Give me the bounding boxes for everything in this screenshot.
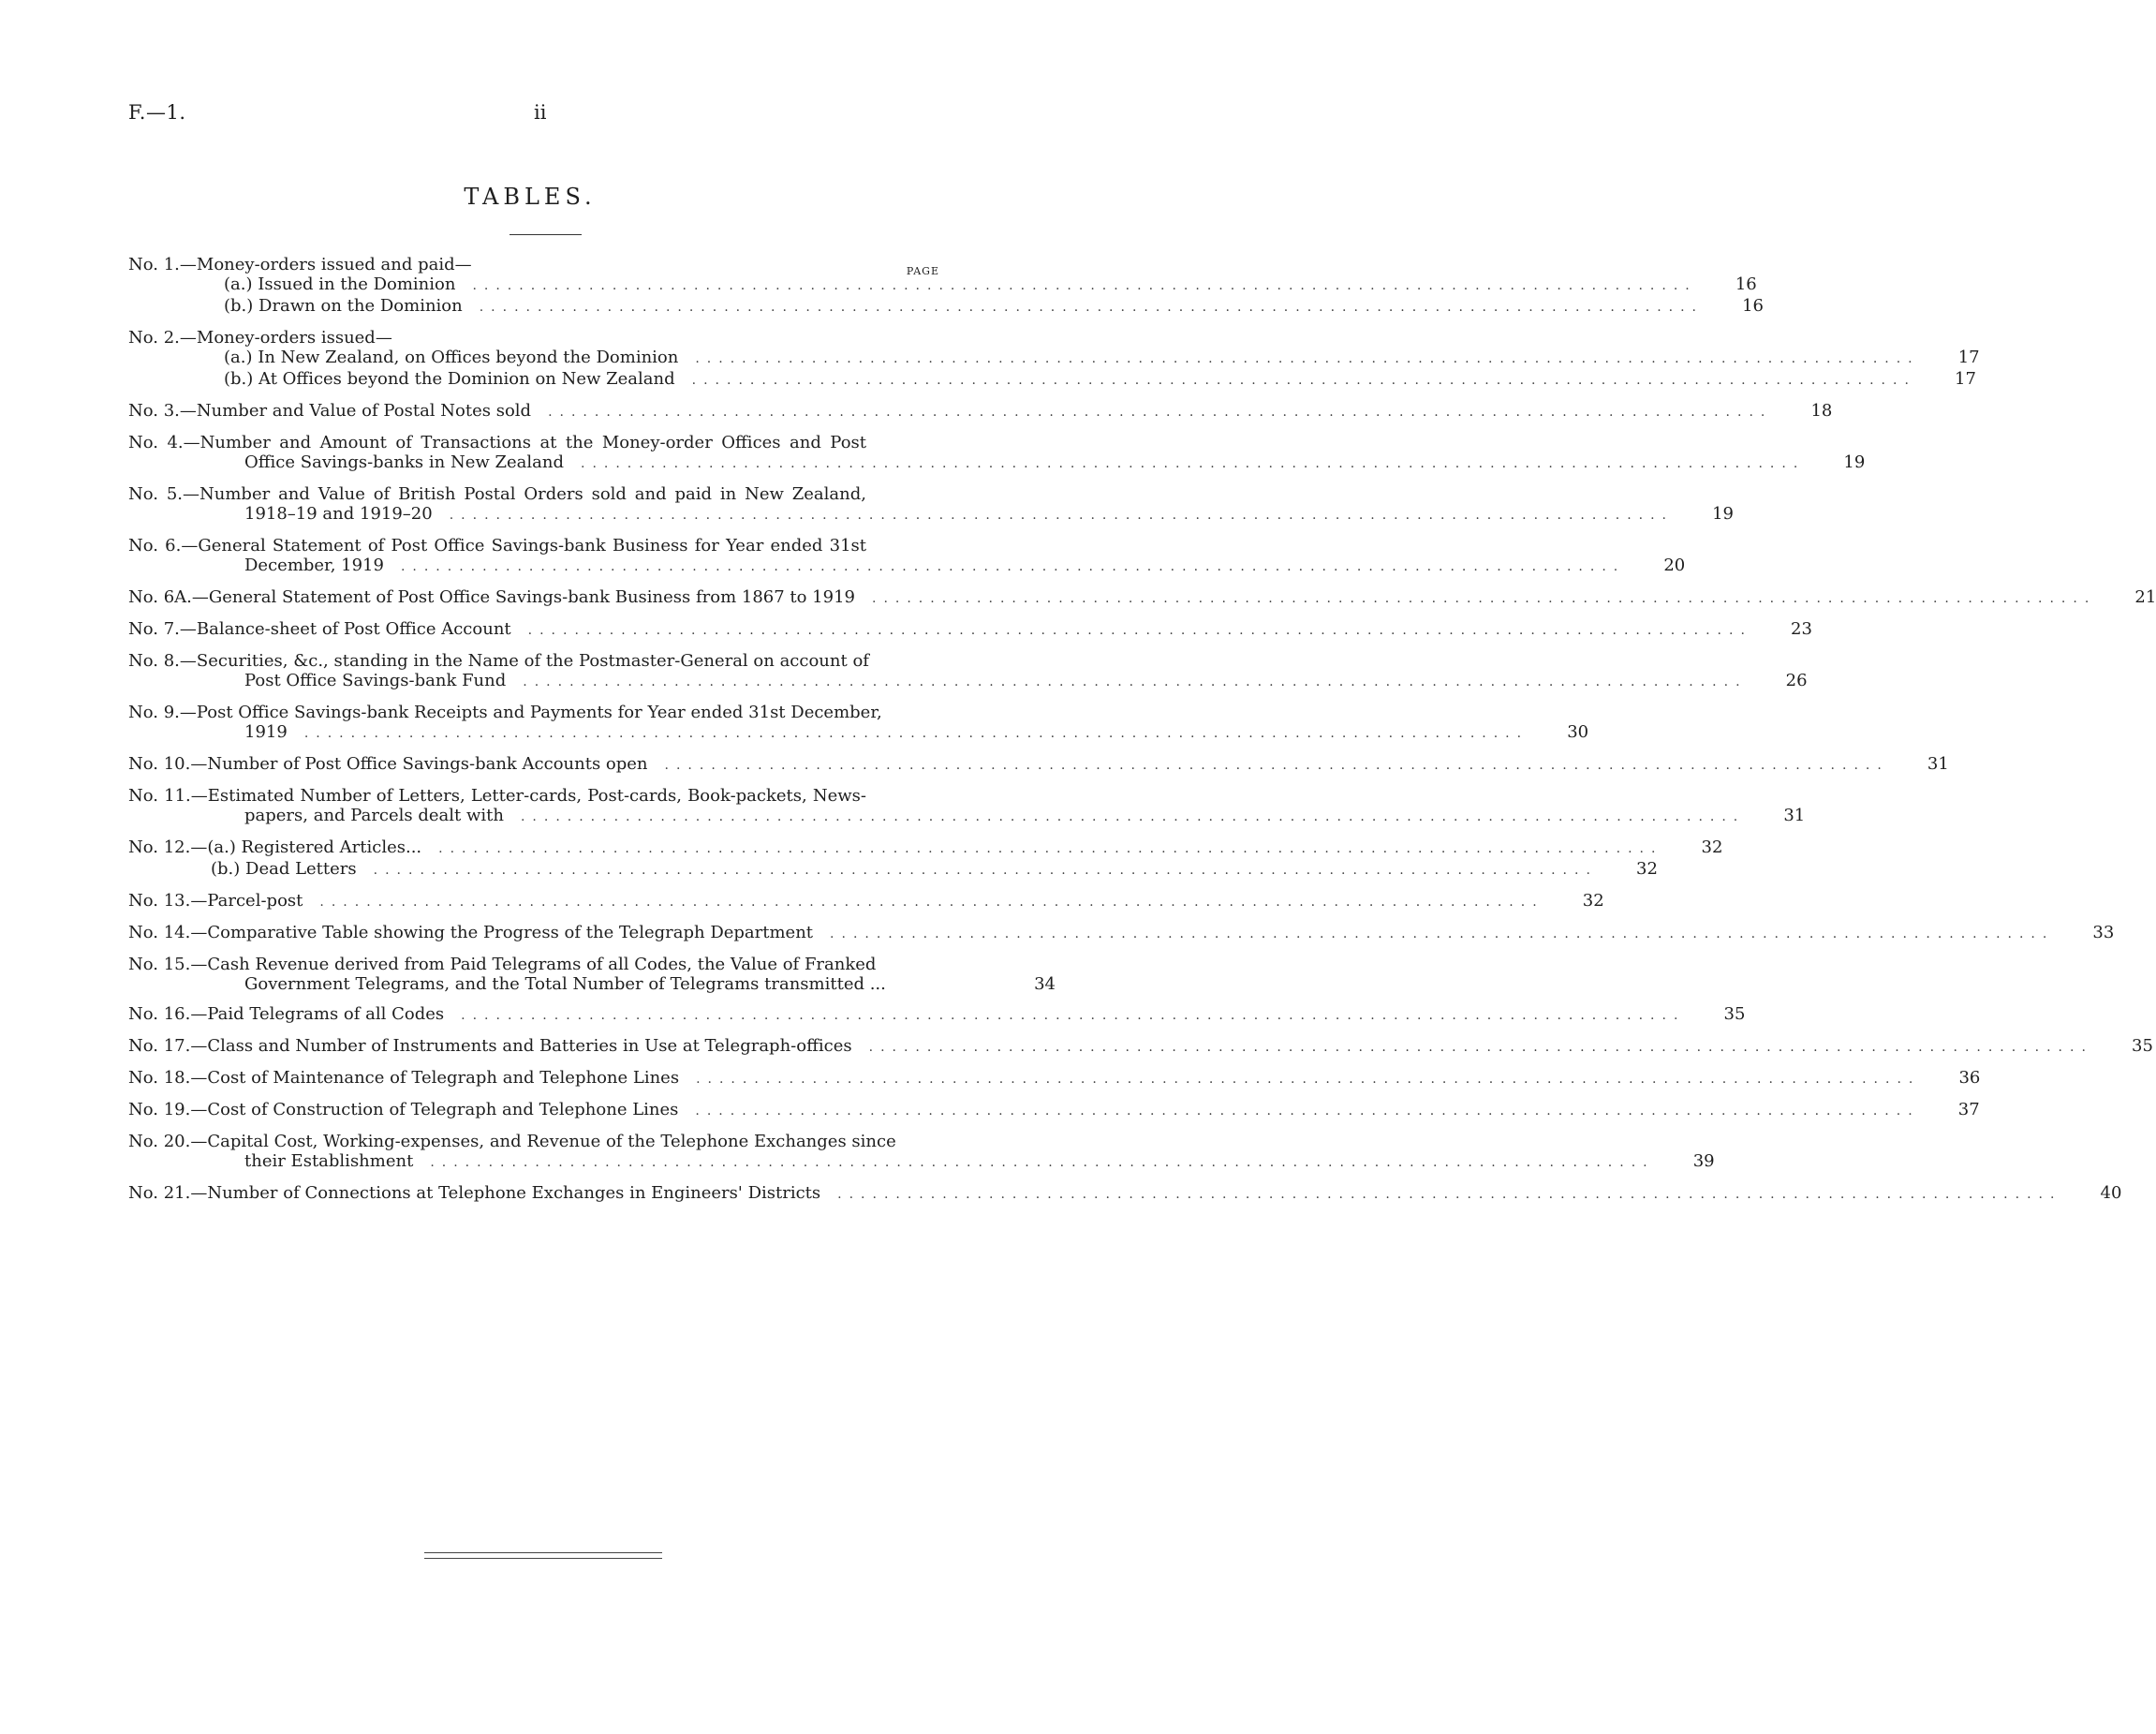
toc-entry-no18 [128,1068,1981,1089]
toc-page-number: 16 [1742,296,1765,316]
toc-page-number: 36 [1958,1068,1981,1088]
toc-page-number: 32 [1701,837,1723,857]
toc-entry-text: No. 6.—General Statement of Post Office Savings-bank Business for Year ended 31st [128,536,866,556]
toc-entry-text: No. 16.—Paid Telegrams of all Codes [128,1004,445,1024]
toc-page-number: 34 [1034,974,1056,994]
toc-entry-no14 [128,923,2115,944]
toc-subentry-text: (b.) Dead Letters [211,859,357,879]
toc-page-number: 19 [1843,452,1866,472]
toc-entry-no1 [128,255,1765,318]
toc-page-number: 35 [2132,1036,2153,1056]
leader-dots: ......................................................................................................... [696,1072,1921,1087]
toc-entry-no15 [128,955,1056,994]
leader-dots: ......................................................................................................... [303,726,1529,741]
toc-page-number: 32 [1636,859,1658,879]
toc-page-number: 23 [1791,619,1812,639]
toc-page-number: 17 [1957,348,1980,367]
toc-entry-label: No. 1.—Money-orders issued and paid— [128,255,472,274]
leader-dots: ......................................................................................................... [472,278,1697,293]
leader-dots: ......................................................................................................... [319,895,1544,910]
leader-dots: ......................................................................................................... [830,926,2055,941]
toc-entry-text: No. 8.—Securities, &c., standing in the Name of the Postmaster-General on account of [128,651,869,671]
toc-entry-text: No. 11.—Estimated Number of Letters, Letter-cards, Post-cards, Book-packets, News- [128,786,866,806]
toc-page-number: 26 [1785,671,1808,690]
toc-entry-text: No. 14.—Comparative Table showing the Progress of the Telegraph Department [128,923,814,942]
toc-page-number: 39 [1692,1151,1715,1171]
toc-page-number: 18 [1810,401,1833,421]
toc-entry-text: No. 18.—Cost of Maintenance of Telegraph and Telephone Lines [128,1068,680,1088]
toc-entry-continuation: 1918–19 and 1919–20 [244,504,433,524]
toc-entry-no8 [128,651,1808,692]
leader-dots: ......................................................................................................... [523,674,1748,689]
toc-entry-text: No. 19.—Cost of Construction of Telegraph and Telephone Lines [128,1100,679,1119]
toc-entry-no19 [128,1100,1980,1121]
toc-entry-text: No. 9.—Post Office Savings-bank Receipts and Payments for Year ended 31st December, [128,703,882,722]
toc-entry-text: No. 3.—Number and Value of Postal Notes sold [128,401,532,421]
leader-dots: ......................................................................................................... [837,1187,2062,1202]
leader-dots: ......................................................................................................... [430,1155,1655,1170]
toc-page-number: 21 [2134,587,2156,607]
toc-entry-no11 [128,786,1806,827]
toc-entry-text: No. 10.—Number of Post Office Savings-bank Accounts open [128,754,648,774]
toc-entry-continuation: Office Savings-banks in New Zealand [244,452,564,472]
toc-entry-no16 [128,1004,1746,1026]
leader-dots: ......................................................................................................... [664,758,1889,773]
toc-page-number: 17 [1955,369,1976,389]
toc-entry-text: No. 6A.—General Statement of Post Office Savings-bank Business from 1867 to 1919 [128,587,855,607]
toc-entry-no6 [128,536,1686,577]
toc-entry-continuation: Post Office Savings-bank Fund [244,671,507,690]
toc-subentry-text: (b.) Drawn on the Dominion [224,296,463,316]
toc-page-number: 31 [1783,806,1806,825]
leader-dots: ......................................................................................................... [527,623,1752,638]
toc-entry-label: No. 2.—Money-orders issued— [128,328,392,348]
toc-page-number: 40 [2100,1183,2122,1203]
document-code: F.—1. [128,101,186,124]
toc-entry-continuation: December, 1919 [244,556,384,575]
leader-dots: ......................................................................................................... [520,809,1746,824]
leader-dots: ......................................................................................................... [695,1104,1920,1119]
leader-dots: ......................................................................................................... [373,863,1598,878]
toc-entry-no9 [128,703,1589,744]
toc-page-number: 33 [2092,923,2115,942]
leader-dots: ......................................................................................................... [691,373,1916,388]
leader-dots: ......................................................................................................... [400,559,1626,574]
toc-page-number: 35 [1723,1004,1746,1024]
leader-dots: ......................................................................................................... [872,591,2097,606]
leader-dots: ......................................................................................................... [461,1008,1686,1023]
toc-page-number: 37 [1957,1100,1980,1119]
toc-entry-no5 [128,484,1734,526]
leader-dots: ......................................................................................................... [438,841,1663,856]
toc-entry-text: No. 12.—(a.) Registered Articles... [128,837,422,857]
toc-page-number: 31 [1927,754,1949,774]
page-title: TABLES. [464,184,597,210]
leader-dots: ......................................................................................................... [868,1040,2093,1055]
leader-dots: ......................................................................................................... [581,456,1806,471]
toc-entry-continuation: 1919 [244,722,288,742]
toc-entry-text: No. 21.—Number of Connections at Telephone Exchanges in Engineers' Districts [128,1183,821,1203]
toc-entry-no12 [128,837,1723,881]
toc-entry-text: No. 17.—Class and Number of Instruments and Batteries in Use at Telegraph-offices [128,1036,852,1056]
toc-subentry-text: (a.) Issued in the Dominion [224,274,456,294]
toc-entry-no13 [128,891,1604,912]
toc-entry-no17 [128,1036,2153,1058]
toc-page-number: 19 [1712,504,1734,524]
toc-page-number: 16 [1735,274,1757,294]
leader-dots: ......................................................................................................... [449,508,1674,523]
toc-entry-continuation: papers, and Parcels dealt with [244,806,504,825]
toc-entry-no4 [128,433,1866,474]
toc-page-number: 20 [1663,556,1686,575]
page-column-head: PAGE [906,265,939,277]
leader-dots: ......................................................................................................... [695,351,1920,366]
toc-entry-text: No. 15.—Cash Revenue derived from Paid Telegrams of all Codes, the Value of Franked [128,955,877,974]
leader-dots: ......................................................................................................... [548,405,1773,420]
toc-entry-no6a [128,587,2156,609]
table-of-contents [128,255,2156,1215]
toc-subentry-text: (b.) At Offices beyond the Dominion on New Zealand [224,369,675,389]
title-rule [509,234,582,235]
toc-entry-no10 [128,754,1949,776]
toc-entry-text: No. 5.—Number and Value of British Postal Orders sold and paid in New Zealand, [128,484,866,504]
toc-entry-continuation: Government Telegrams, and the Total Number of Telegrams transmitted ... [244,974,886,994]
toc-page-number: 30 [1567,722,1589,742]
toc-entry-no2 [128,328,1980,391]
toc-subentry-text: (a.) In New Zealand, on Offices beyond the Dominion [224,348,679,367]
toc-entry-no7 [128,619,1812,641]
toc-entry-no21 [128,1183,2122,1205]
closing-double-rule [424,1552,662,1559]
toc-entry-text: No. 20.—Capital Cost, Working-expenses, and Revenue of the Telephone Exchanges since [128,1132,896,1151]
toc-page-number: 32 [1582,891,1604,911]
toc-entry-text: No. 4.—Number and Amount of Transactions at the Money-order Offices and Post [128,433,866,452]
toc-entry-text: No. 13.—Parcel-post [128,891,303,911]
page-number-roman: ii [534,101,547,124]
toc-entry-no20 [128,1132,1715,1173]
toc-entry-no3 [128,401,1833,422]
leader-dots: ......................................................................................................... [479,300,1705,315]
toc-entry-continuation: their Establishment [244,1151,414,1171]
toc-entry-text: No. 7.—Balance-sheet of Post Office Account [128,619,511,639]
